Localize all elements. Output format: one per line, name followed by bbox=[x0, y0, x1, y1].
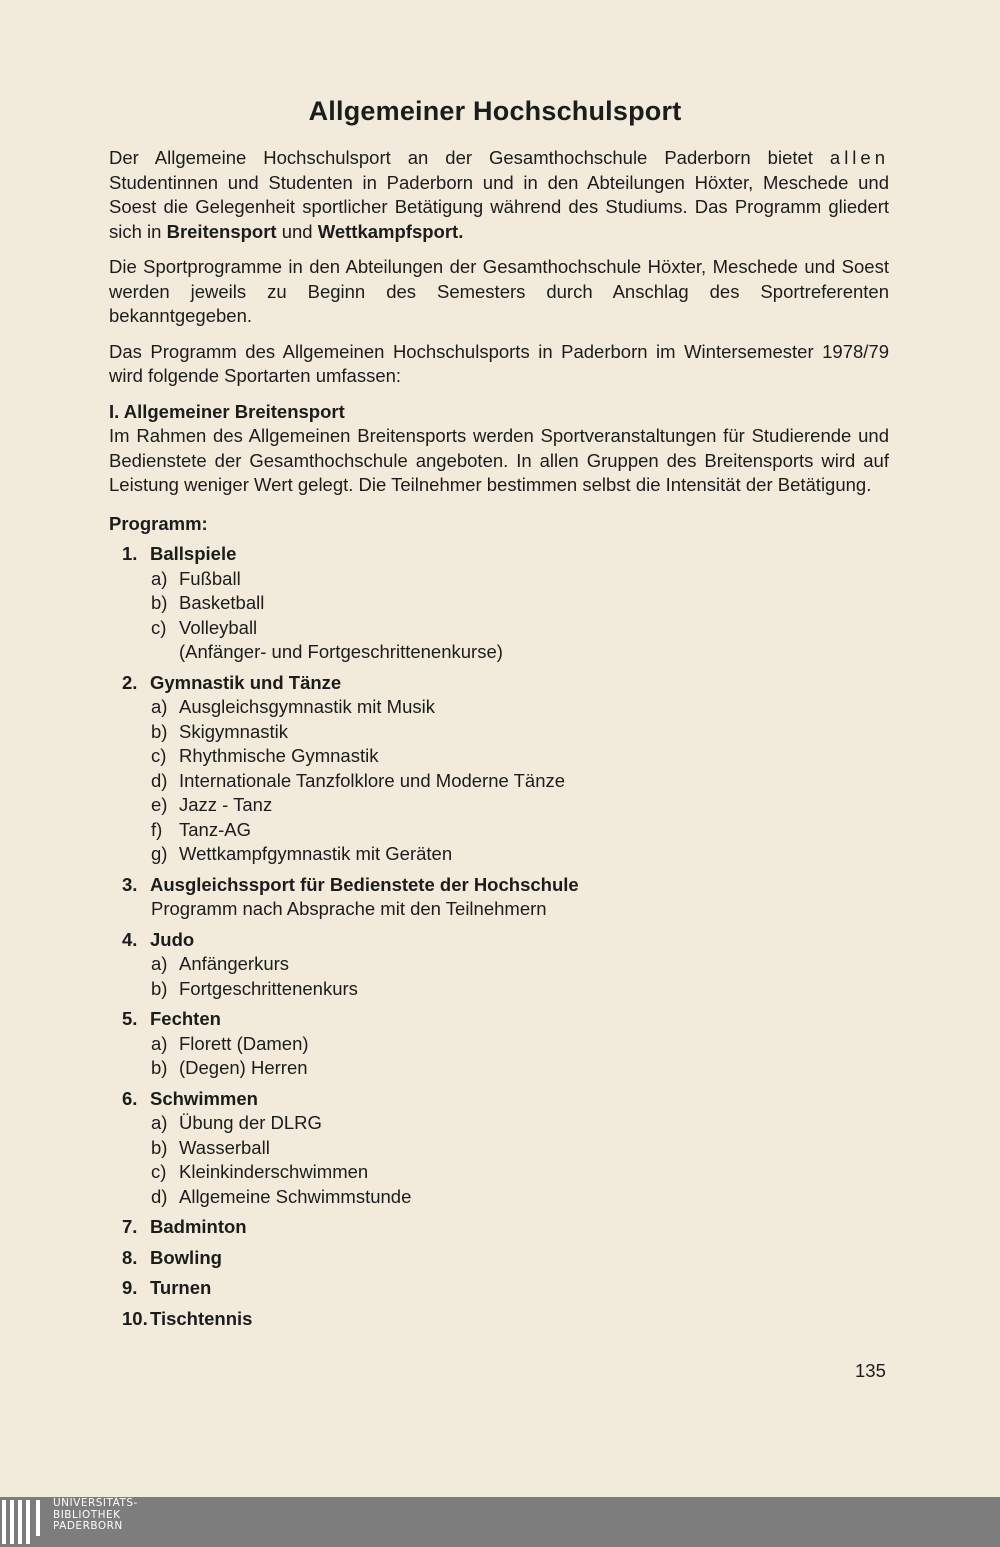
program-item-text: Anfängerkurs bbox=[179, 953, 290, 974]
program-item-letter: b) bbox=[151, 720, 168, 742]
program-item bbox=[151, 1136, 889, 1161]
intro-paragraph-1 bbox=[109, 146, 889, 244]
program-item-text: Übung der DLRG bbox=[179, 1112, 322, 1133]
program-item-text: Skigymnastik bbox=[179, 720, 288, 742]
program-group bbox=[122, 542, 889, 665]
program-group-number: 1. bbox=[122, 543, 138, 564]
program-group-number: 9. bbox=[122, 1277, 138, 1298]
program-item-letter: a) bbox=[151, 953, 168, 974]
program-item-letter: f) bbox=[151, 818, 163, 840]
intro-text-middle: Studentinnen und Studenten in Paderborn und in den Abteilungen Höxter, Meschede und Soest die Gelegenheit sportlicher Betätigung während des Studiums. Das Programm gliedert sich in bbox=[109, 171, 889, 242]
program-group-title bbox=[122, 1307, 889, 1332]
program-group-title bbox=[122, 1276, 889, 1301]
program-item-text: Wasserball bbox=[179, 1136, 270, 1158]
intro-emphasis-allen: allen bbox=[829, 147, 889, 168]
program-group-subtitle: Programm nach Absprache mit den Teilnehmern bbox=[151, 898, 547, 919]
program-item bbox=[151, 1111, 889, 1136]
program-item bbox=[151, 793, 889, 818]
program-group bbox=[122, 928, 889, 1002]
library-footer bbox=[0, 1497, 1000, 1547]
program-group bbox=[122, 1246, 889, 1271]
logo-line-2: BIBLIOTHEK bbox=[53, 1508, 121, 1521]
program-item-list bbox=[151, 695, 889, 867]
program-group-title bbox=[122, 1087, 889, 1112]
program-item bbox=[151, 720, 889, 745]
intro-text-and: und bbox=[276, 220, 318, 242]
logo-line-3: PADERBORN bbox=[53, 1520, 123, 1532]
program-item-text: Tanz-AG bbox=[179, 818, 251, 840]
program-item-letter: c) bbox=[151, 1161, 167, 1182]
program-item-text: Allgemeine Schwimmstunde bbox=[179, 1185, 412, 1207]
program-group bbox=[122, 1215, 889, 1240]
program-group-number: 3. bbox=[122, 873, 138, 895]
program-group-label: Badminton bbox=[150, 1216, 247, 1237]
program-item-list bbox=[151, 1111, 889, 1209]
program-group-number: 6. bbox=[122, 1087, 138, 1109]
program-group-label: Tischtennis bbox=[150, 1307, 253, 1329]
program-item-list bbox=[151, 952, 889, 1001]
program-group-number: 8. bbox=[122, 1246, 138, 1268]
program-list bbox=[109, 542, 889, 1331]
program-group-title bbox=[122, 1215, 889, 1240]
program-item bbox=[151, 1185, 889, 1210]
program-group bbox=[122, 1276, 889, 1301]
program-item-text: Internationale Tanzfolklore und Moderne Tänze bbox=[179, 769, 566, 791]
program-item bbox=[151, 567, 889, 592]
program-group-label: Bowling bbox=[150, 1246, 222, 1268]
program-item-letter: b) bbox=[151, 1057, 168, 1078]
program-group bbox=[122, 1007, 889, 1081]
intro-term-wettkampfsport: Wettkampfsport. bbox=[317, 220, 464, 242]
program-item-letter: d) bbox=[151, 1185, 168, 1207]
program-item bbox=[151, 591, 889, 616]
program-item-list bbox=[151, 1032, 889, 1081]
page-title: Allgemeiner Hochschulsport bbox=[308, 96, 682, 126]
program-group-label: Turnen bbox=[150, 1277, 212, 1298]
program-group bbox=[122, 1307, 889, 1332]
program-item-text: Jazz - Tanz bbox=[179, 794, 273, 815]
program-item-text: Wettkampfgymnastik mit Geräten bbox=[179, 843, 453, 864]
library-logo-icon bbox=[2, 1500, 44, 1544]
program-item-letter: b) bbox=[151, 1136, 168, 1158]
program-group-title bbox=[122, 671, 889, 696]
program-group-label: Judo bbox=[150, 928, 195, 950]
program-item bbox=[151, 1056, 889, 1081]
program-item bbox=[151, 1160, 889, 1185]
program-group-label: Schwimmen bbox=[150, 1087, 258, 1109]
program-item-letter: a) bbox=[151, 1032, 168, 1054]
program-heading: Programm: bbox=[109, 512, 208, 534]
program-item-letter: a) bbox=[151, 696, 168, 717]
program-item-text: Kleinkinderschwimmen bbox=[179, 1161, 369, 1182]
program-group-title bbox=[122, 1007, 889, 1032]
program-group-number: 10. bbox=[122, 1307, 148, 1329]
intro-text-start: Der Allgemeine Hochschulsport an der Gesamthochschule Paderborn bietet bbox=[109, 147, 830, 168]
program-item bbox=[151, 842, 889, 867]
program-group bbox=[122, 873, 889, 922]
program-group-title bbox=[122, 928, 889, 953]
program-item bbox=[151, 1032, 889, 1057]
page-number: 135 bbox=[855, 1360, 886, 1381]
program-item-text: Ausgleichsgymnastik mit Musik bbox=[179, 696, 435, 717]
program-item-letter: e) bbox=[151, 794, 168, 815]
program-item-text: Rhythmische Gymnastik bbox=[179, 745, 379, 766]
program-group-number: 7. bbox=[122, 1216, 138, 1237]
program-group bbox=[122, 1087, 889, 1210]
program-group-label: Ballspiele bbox=[150, 543, 237, 564]
program-item bbox=[151, 977, 889, 1002]
program-item-letter: a) bbox=[151, 567, 168, 589]
program-group-number: 2. bbox=[122, 671, 138, 693]
program-group-note: (Anfänger- und Fortgeschrittenenkurse) bbox=[179, 641, 503, 662]
program-group bbox=[122, 671, 889, 867]
program-item-text: Volleyball bbox=[179, 616, 258, 638]
program-group-label: Fechten bbox=[150, 1008, 221, 1029]
intro-paragraph-2: Die Sportprogramme in den Abteilungen der Gesamthochschule Höxter, Meschede und Soest werden jeweils zu Beginn des Semesters durch Anschlag des Sportreferenten bekanntgegeben. bbox=[109, 256, 889, 326]
program-group-title bbox=[122, 542, 889, 567]
program-group-number: 4. bbox=[122, 928, 138, 950]
program-item-text: (Degen) Herren bbox=[179, 1057, 308, 1078]
intro-paragraph-3: Das Programm des Allgemeinen Hochschulsports in Paderborn im Wintersemester 1978/79 wird folgende Sportarten umfassen: bbox=[109, 340, 889, 386]
program-group-label: Gymnastik und Tänze bbox=[150, 671, 342, 693]
program-item bbox=[151, 952, 889, 977]
program-item bbox=[151, 744, 889, 769]
program-item-text: Basketball bbox=[179, 592, 265, 613]
logo-line-1: UNIVERSITÄTS- bbox=[53, 1497, 138, 1509]
program-item-letter: c) bbox=[151, 616, 167, 638]
program-item bbox=[151, 616, 889, 641]
program-group-title bbox=[122, 1246, 889, 1271]
program-item-letter: d) bbox=[151, 769, 168, 791]
document-body bbox=[109, 146, 889, 1331]
section-paragraph: Im Rahmen des Allgemeinen Breitensports werden Sportveranstaltungen für Studierende und Bedienstete der Gesamthochschule angeboten. In allen Gruppen des Breitensports wird auf Leistung weniger Wert gelegt. Die Teilnehmer bestimmen selbst die Intensität der Betätigung. bbox=[109, 425, 889, 495]
program-item-letter: a) bbox=[151, 1112, 168, 1133]
program-item-letter: b) bbox=[151, 977, 168, 999]
library-logo-text bbox=[53, 1498, 138, 1533]
program-item-letter: g) bbox=[151, 843, 168, 864]
program-item-text: Florett (Damen) bbox=[179, 1032, 309, 1054]
program-item-text: Fortgeschrittenenkurs bbox=[179, 977, 358, 999]
intro-term-breitensport: Breitensport bbox=[166, 220, 277, 242]
program-group-title bbox=[122, 873, 889, 898]
program-item bbox=[151, 818, 889, 843]
program-group-number: 5. bbox=[122, 1008, 138, 1029]
program-item bbox=[151, 695, 889, 720]
program-item bbox=[151, 769, 889, 794]
section-heading: I. Allgemeiner Breitensport bbox=[109, 400, 345, 422]
program-item-letter: c) bbox=[151, 745, 167, 766]
program-item-text: Fußball bbox=[179, 567, 241, 589]
program-item-list bbox=[151, 567, 889, 665]
program-item-letter: b) bbox=[151, 592, 168, 613]
program-group-label: Ausgleichssport für Bedienstete der Hochschule bbox=[150, 873, 579, 895]
